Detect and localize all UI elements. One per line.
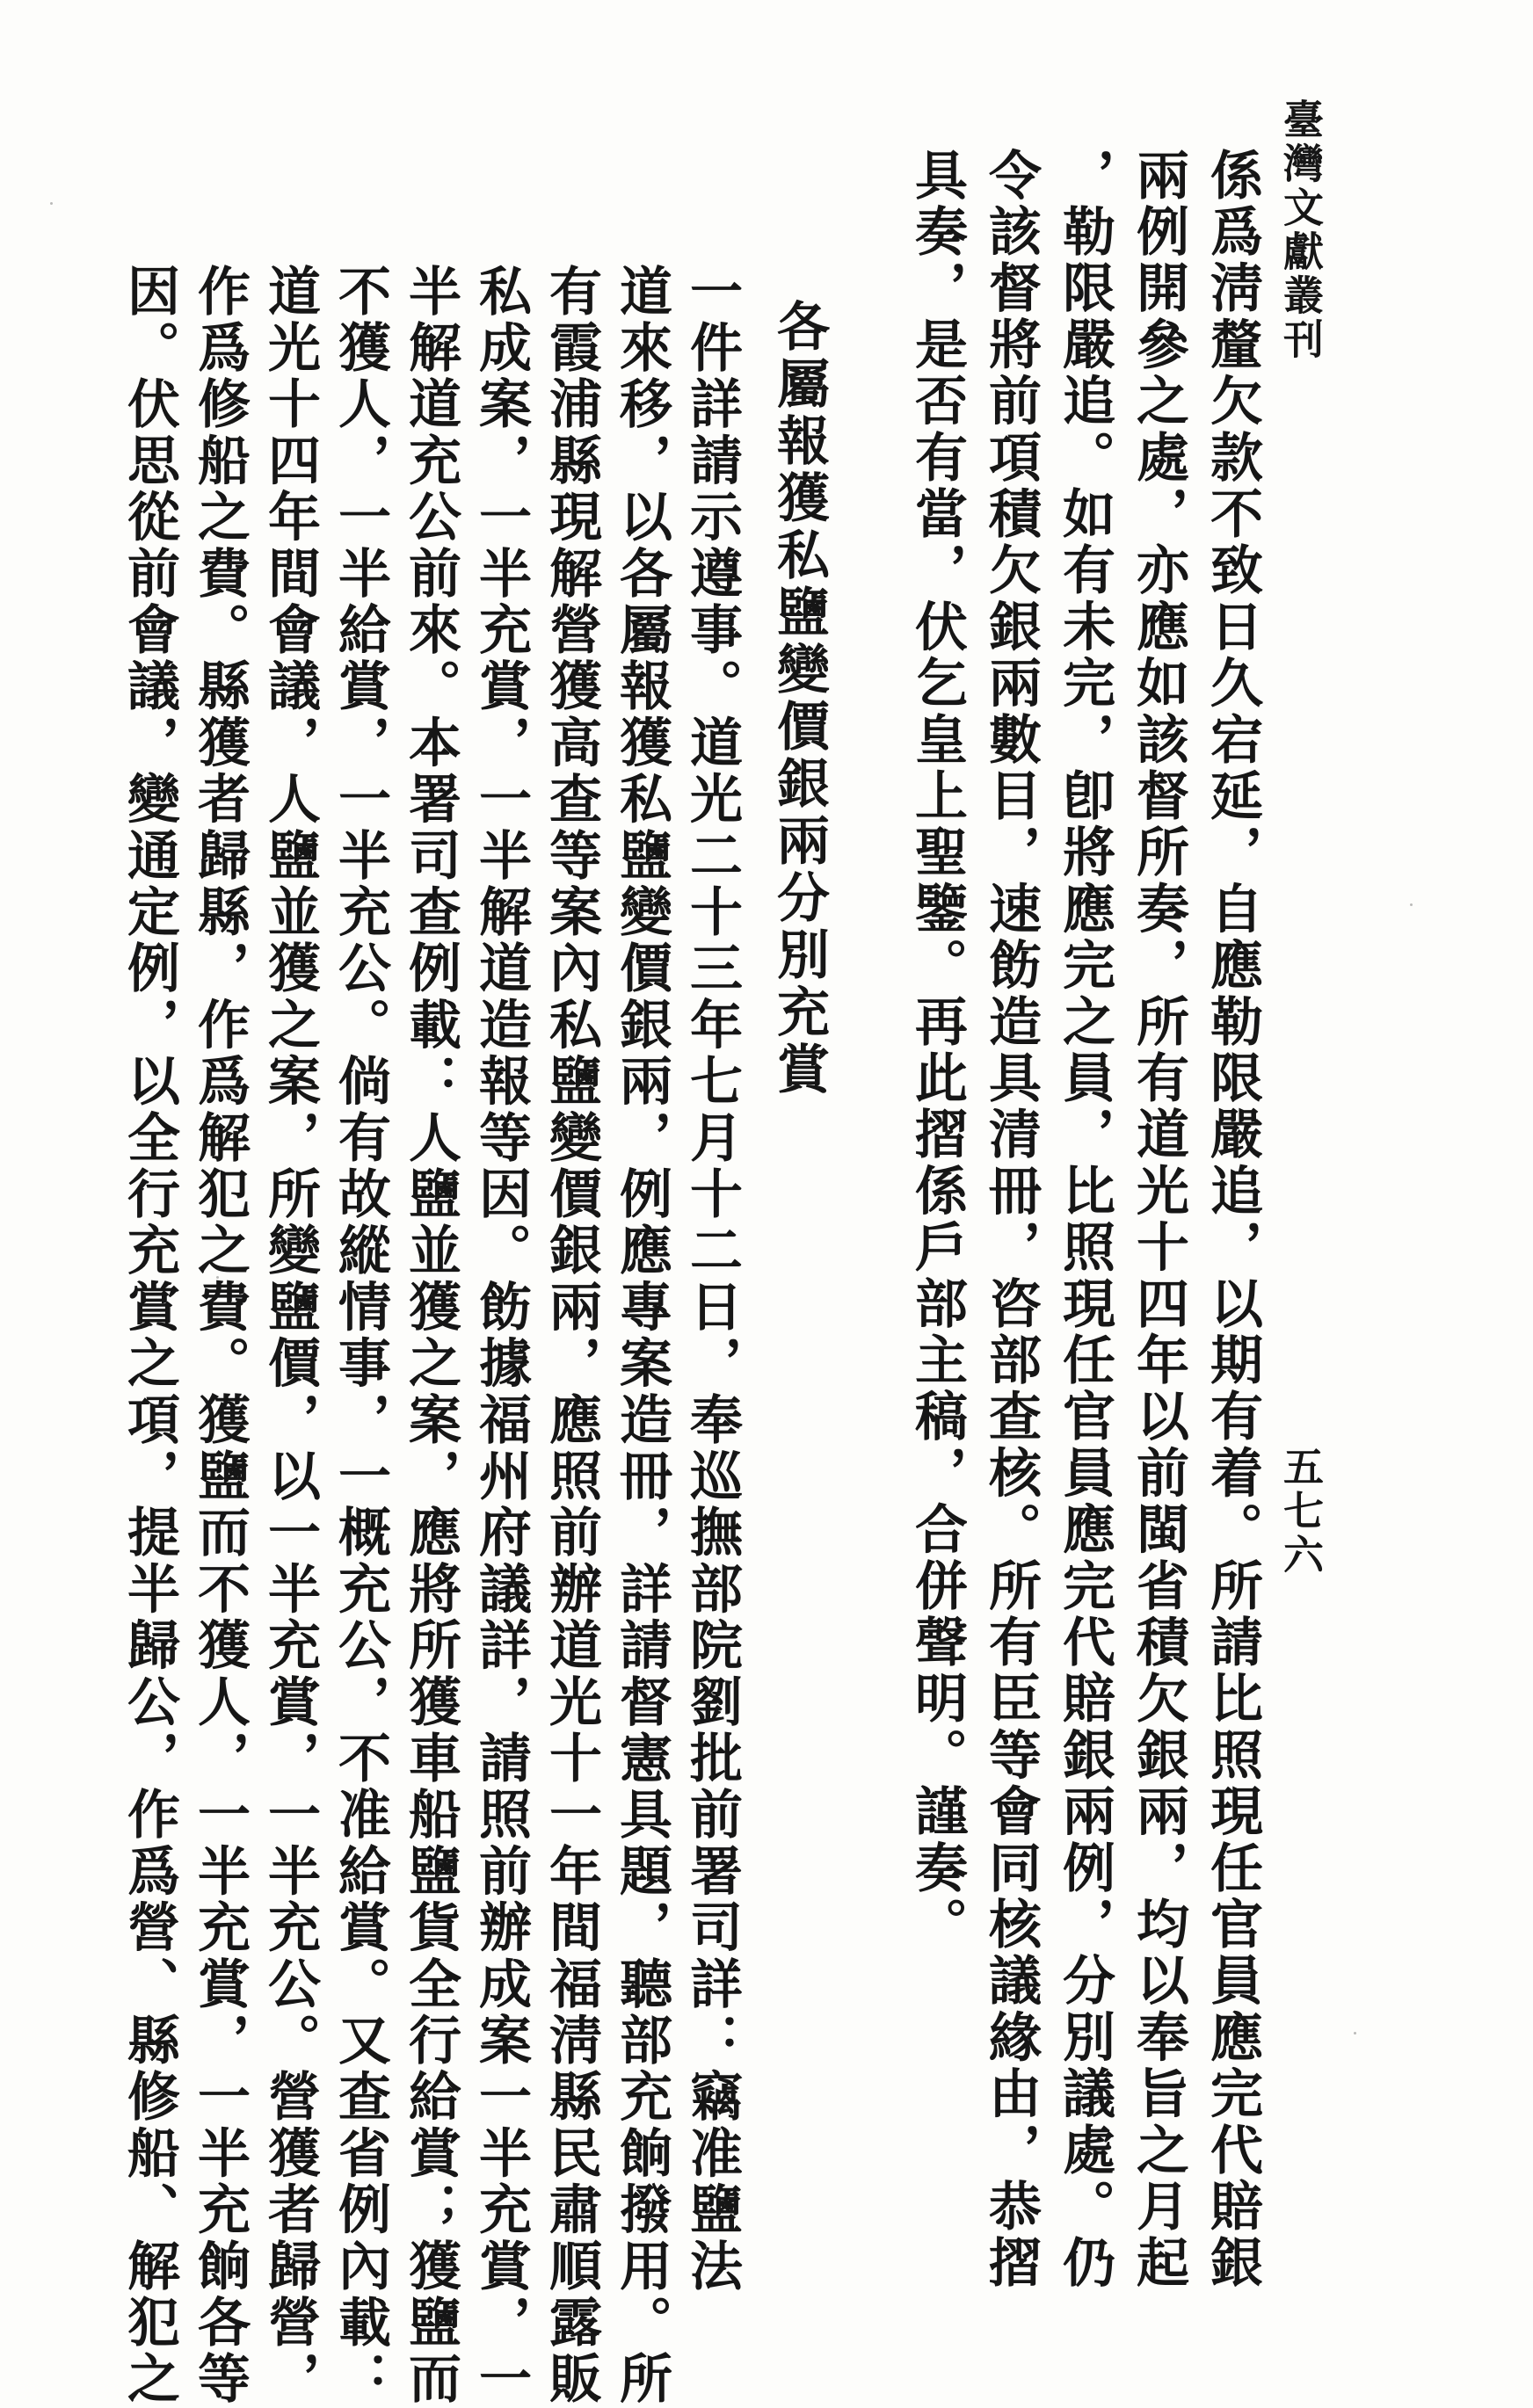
text-column: ，勒限嚴追。如有未完，卽將應完之員，比照現任官員應完代賠銀兩例，分別議處。仍 [1054, 148, 1115, 2292]
text-column: 半解道充公前來。本署司查例載：人鹽並獲之案，應將所獲車船鹽貨全行給賞；獲鹽而 [400, 264, 461, 2408]
memorial-text-upper [900, 148, 1269, 2292]
text-column: 私成案，一半充賞，一半解道造報等因。飭據福州府議詳，請照前辦成案一半充賞，一 [470, 264, 532, 2408]
text-column: 不獲人，一半給賞，一半充公。倘有故縱情事，一概充公，不准給賞。又查省例內載： [330, 264, 391, 2408]
text-column: 因。伏思從前會議，變通定例，以全行充賞之項，提半歸公，作爲營、縣修船、解犯之 [119, 264, 180, 2408]
text-column: 係爲淸釐欠款不致日久宕延，自應勒限嚴追，以期有着。所請比照現任官員應完代賠銀 [1202, 148, 1263, 2292]
text-column: 道光十四年間會議，人鹽並獲之案，所變鹽價，以一半充賞，一半充公。營獲者歸營， [259, 264, 321, 2408]
scan-speck [1410, 903, 1413, 906]
text-column: 道來移，以各屬報獲私鹽變價銀兩，例應專案造冊，詳請督憲具題，聽部充餉撥用。所 [611, 264, 672, 2408]
memorial-text-lower [114, 264, 747, 2408]
text-column: 有霞浦縣現解營獲高查等案內私鹽變價銀兩，應照前辦道光十一年間福淸縣民肅順露販 [541, 264, 602, 2408]
text-column: 作爲修船之費。縣獲者歸縣，作爲解犯之費。獲鹽而不獲人，一半充賞，一半充餉各等 [189, 264, 251, 2408]
text-column: 一件詳請示遵事。道光二十三年七月十二日，奉巡撫部院劉批前署司詳：竊准鹽法 [681, 264, 743, 2296]
scan-speck [1354, 2032, 1356, 2034]
section-title: 各屬報獲私鹽變價銀兩分別充賞 [768, 299, 830, 1099]
scan-speck [216, 1276, 219, 1279]
text-column: 令該督將前項積欠銀兩數目，速飭造具清冊，咨部查核。所有臣等會同核議緣由，恭摺 [980, 148, 1042, 2292]
scan-speck [50, 202, 53, 205]
text-column: 兩例開參之處，亦應如該督所奏，所有道光十四年以前閩省積欠銀兩，均以奉旨之月起 [1128, 148, 1189, 2292]
series-title: 臺灣文獻叢刊 [1277, 98, 1325, 362]
text-column: 具奏，是否有當，伏乞皇上聖鑒。再此摺係戶部主稿，合併聲明。謹奏。 [906, 148, 968, 1954]
page-number: 五七六 [1277, 1446, 1325, 1578]
